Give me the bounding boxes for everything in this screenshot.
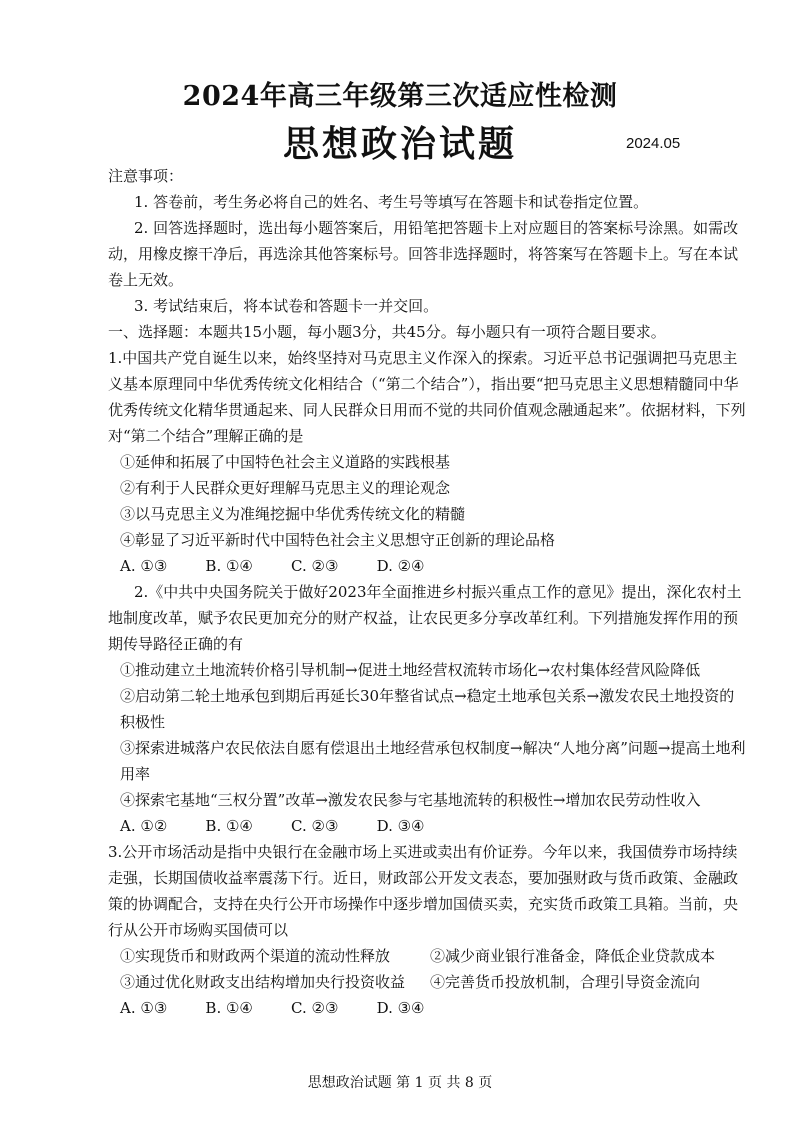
option-grid bbox=[108, 943, 748, 995]
question-option: ①推动建立土地流转价格引导机制→促进土地经营权流转市场化→农村集体经营风险降低 bbox=[120, 661, 701, 679]
choice: A. ①③ bbox=[120, 557, 168, 575]
section-heading: 一、选择题：本题共15小题，每小题3分，共45分。每小题只有一项符合题目要求。 bbox=[108, 323, 666, 341]
choice: D. ②④ bbox=[376, 557, 425, 575]
question-option: ④完善货币投放机制，合理引导资金流向 bbox=[430, 973, 701, 991]
choice: D. ③④ bbox=[376, 999, 425, 1017]
choice: B. ①④ bbox=[205, 557, 253, 575]
choice: D. ③④ bbox=[376, 817, 425, 835]
question-option: ④彰显了习近平新时代中国特色社会主义思想守正创新的理论品格 bbox=[120, 531, 556, 549]
question-stem: 2.《中共中央国务院关于做好2023年全面推进乡村振兴重点工作的意见》提出，深化农村土地制度改革，赋予农民更加充分的财产权益，让农民更多分享改革红利。下列措施发挥作用的预期传导路径正确的有 bbox=[108, 583, 742, 653]
answer-choices bbox=[108, 995, 748, 1021]
subject-title: 思想政治试题 bbox=[282, 123, 517, 165]
exam-date: 2024.05 bbox=[626, 135, 681, 152]
page-footer: 思想政治试题 第 1 页 共 8 页 bbox=[307, 1075, 493, 1091]
question-option: ③探索进城落户农民依法自愿有偿退出土地经营承包权制度→解决“人地分离”问题→提高土地利用率 bbox=[120, 739, 746, 783]
answer-choices bbox=[108, 813, 748, 839]
choice: C. ②③ bbox=[291, 999, 339, 1017]
question-option: ③以马克思主义为准绳挖掘中华优秀传统文化的精髓 bbox=[120, 505, 466, 523]
notice-item: 1. 答卷前，考生务必将自己的姓名、考生号等填写在答题卡和试卷指定位置。 bbox=[134, 193, 649, 211]
question-option: ①延伸和拓展了中国特色社会主义道路的实践根基 bbox=[120, 453, 451, 471]
question-option: ④探索宅基地“三权分置”改革→激发农民参与宅基地流转的积极性→增加农民劳动性收入 bbox=[120, 791, 701, 809]
question-option: ③通过优化财政支出结构增加央行投资收益 bbox=[120, 973, 406, 991]
question-stem: 3.公开市场活动是指中央银行在金融市场上买进或卖出有价证券。今年以来，我国债券市场持续走强，长期国债收益率震荡下行。近日，财政部公开发文表态，要加强财政与货币政策、金融政策的协调配合，支持在央行公开市场操作中逐步增加国债买卖，充实货币政策工具箱。当前，央行从公开市场购买国债可以 bbox=[108, 843, 739, 939]
choice: A. ①③ bbox=[120, 999, 168, 1017]
answer-choices bbox=[108, 553, 748, 579]
exam-title: 2024年高三年级第三次适应性检测 bbox=[182, 81, 618, 112]
question-option: ②启动第二轮土地承包到期后再延长30年整省试点→稳定土地承包关系→激发农民土地投资的积极性 bbox=[120, 687, 735, 731]
notice-item: 3. 考试结束后，将本试卷和答题卡一并交回。 bbox=[134, 297, 439, 315]
choice: B. ①④ bbox=[205, 999, 253, 1017]
choice: B. ①④ bbox=[205, 817, 253, 835]
question-option: ①实现货币和财政两个渠道的流动性释放 bbox=[120, 947, 391, 965]
choice: C. ②③ bbox=[291, 817, 339, 835]
question-option: ②减少商业银行准备金，降低企业贷款成本 bbox=[430, 947, 716, 965]
exam-body bbox=[108, 163, 748, 1021]
notice-item: 2. 回答选择题时，选出每小题答案后，用铅笔把答题卡上对应题目的答案标号涂黑。如需改动，用橡皮擦干净后，再选涂其他答案标号。回答非选择题时，将答案写在答题卡上。写在本试卷上无效。 bbox=[108, 219, 739, 289]
question-stem: 1.中国共产党自诞生以来，始终坚持对马克思主义作深入的探索。习近平总书记强调把马克思主义基本原理同中华优秀传统文化相结合（“第二个结合”），指出要“把马克思主义思想精髓同中华优秀传统文化精华贯通起来、同人民群众日用而不觉的共同价值观念融通起来”。依据材料，下列对“第二个结合”理解正确的是 bbox=[108, 349, 746, 445]
choice: A. ①② bbox=[120, 817, 168, 835]
choice: C. ②③ bbox=[291, 557, 339, 575]
notice-heading: 注意事项： bbox=[108, 167, 184, 185]
question-option: ②有利于人民群众更好理解马克思主义的理论观念 bbox=[120, 479, 451, 497]
